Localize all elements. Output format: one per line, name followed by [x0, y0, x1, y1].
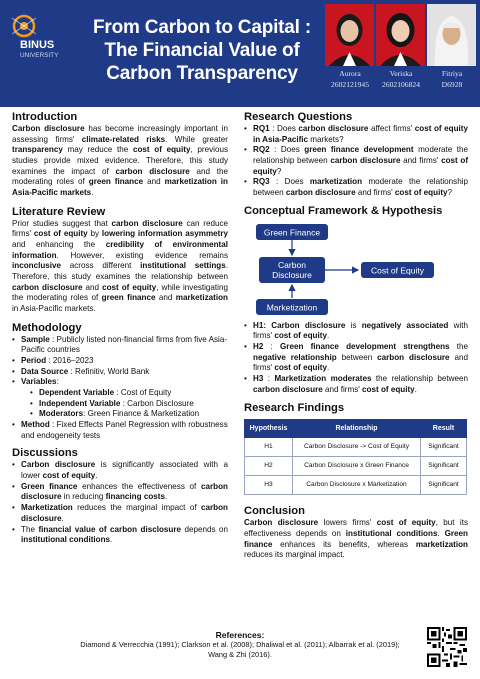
table-row [245, 438, 467, 457]
column-header: Result [421, 420, 467, 438]
list-item: • RQ1 : Does carbon disclosure affect firms' cost of equity in Asia-Pacific markets? [244, 124, 468, 145]
conceptual-framework-diagram [244, 222, 468, 318]
poster-title [82, 16, 322, 85]
references-heading: References: [215, 630, 265, 640]
marketization-label: Marketization [266, 302, 318, 313]
list-item: • Moderators: Green Finance & Marketization [21, 409, 228, 420]
list-item: • Period : 2016–2023 [12, 356, 228, 367]
header-banner [0, 0, 480, 107]
list-item: • The financial value of carbon disclosure depends on institutional conditions. [12, 525, 228, 546]
table-cell: Significant [421, 476, 467, 495]
table-cell: H1 [245, 438, 293, 457]
list-item: • H2 : Green finance development strengthens the negative relationship between carbon disclosure and firms' cost of equity. [244, 342, 468, 374]
list-item: • H1: Carbon disclosure is negatively associated with firms' cost of equity. [244, 321, 468, 342]
conclusion-heading: Conclusion [244, 505, 305, 518]
discussions-heading: Discussions [12, 447, 78, 460]
list-item: • Carbon disclosure is significantly associated with a lower cost of equity. [12, 460, 228, 481]
references-line-2: Wang & Zhi (2016). [208, 650, 272, 659]
right-column [244, 110, 468, 561]
qr-code [427, 627, 467, 667]
table-cell: Carbon Disclosure x Green Finance [293, 457, 421, 476]
author-name: Fitriya [441, 69, 463, 78]
list-item: • Independent Variable : Carbon Disclosure [21, 399, 228, 410]
binus-logo [6, 6, 78, 60]
list-item: • H3 : Marketization moderates the relationship between carbon disclosure and firms' cost of equity. [244, 374, 468, 395]
author-name: Aurora [339, 69, 361, 78]
table-cell: Significant [421, 457, 467, 476]
carbon-disclosure-label-2: Disclosure [272, 269, 312, 280]
list-item: • Method : Fixed Effects Panel Regression with robustness and endogeneity tests [12, 420, 228, 441]
carbon-disclosure-label-1: Carbon [278, 259, 306, 270]
list-item: • Marketization reduces the marginal impact of carbon disclosure. [12, 503, 228, 524]
logo-subtext: UNIVERSITY [20, 52, 59, 59]
variables-sublist [21, 388, 228, 420]
literature-review-text: Prior studies suggest that carbon disclosure can reduce firms' cost of equity by lowering information asymmetry and enhancing the credibility of environmental information. However, existing evidence remains inconclusive across different institutional settings. Therefore, this study examines the relationship between carbon disclosure and cost of equity, while investigating the moderating roles of green finance and marketization in Asia-Pacific markets. [12, 218, 229, 314]
references-section [0, 630, 480, 660]
column-header: Hypothesis [245, 420, 293, 438]
author-caption-veriska [375, 68, 427, 90]
left-column [12, 110, 228, 546]
research-findings-heading: Research Findings [244, 402, 345, 415]
methodology-heading: Methodology [12, 321, 82, 334]
table-cell: H2 [245, 457, 293, 476]
findings-table [244, 419, 467, 495]
table-cell: Significant [421, 438, 467, 457]
references-line-1: Diamond & Verrecchia (1991); Clarkson et al. (2008); Dhaliwal et al. (2011); Albarrak et al. (2019); [80, 640, 400, 649]
author-photo-veriska [376, 4, 425, 66]
author-name: Veriska [389, 69, 413, 78]
list-item: • Variables: • Dependent Variable : Cost of Equity • Independent Variable : Carbon Disclosure • Moderators: Green Finance & Marketization [12, 377, 228, 420]
author-caption-fitriya [426, 68, 478, 90]
literature-review-heading: Literature Review [12, 205, 106, 218]
list-item: • Data Source : Refinitiv, World Bank [12, 367, 228, 378]
table-cell: H3 [245, 476, 293, 495]
author-photo-aurora [325, 4, 374, 66]
methodology-list [12, 335, 228, 442]
author-id: D6928 [441, 80, 463, 89]
cost-of-equity-label: Cost of Equity [371, 265, 424, 276]
green-finance-label: Green Finance [263, 227, 321, 238]
conclusion-text: Carbon disclosure lowers firms' cost of equity, but its effectiveness depends on institutional conditions. Green finance enhances its benefits, whereas marketization reduces its marginal impact. [244, 518, 468, 560]
research-questions-heading: Research Questions [244, 111, 353, 123]
table-row [245, 457, 467, 476]
introduction-heading: Introduction [12, 111, 78, 123]
list-item: • RQ3 : Does marketization moderate the relationship between carbon disclosure and firms' cost of equity? [244, 177, 468, 198]
framework-heading: Conceptual Framework & Hypothesis [244, 204, 443, 217]
title-line-1: From Carbon to Capital : [93, 17, 311, 38]
author-caption-aurora [324, 68, 376, 90]
list-item: • RQ2 : Does green finance development moderate the relationship between carbon disclosure and firms' cost of equity? [244, 145, 468, 177]
author-id: 2602106824 [382, 80, 420, 89]
introduction-text: Carbon disclosure has become increasingly important in assessing firms' climate-related risks. While greater transparency may reduce the cost of equity, previous studies provide mixed evidence. Therefore, this study examines the impact of carbon disclosure and the moderating roles of green finance and marketization in Asia-Pacific markets. [12, 124, 228, 198]
table-header-row [245, 420, 467, 438]
list-item: • Dependent Variable : Cost of Equity [21, 388, 228, 399]
list-item: • Green finance enhances the effectiveness of carbon disclosure in reducing financing costs. [12, 482, 228, 503]
title-line-3: Carbon Transparency [106, 63, 298, 84]
poster-body [0, 108, 480, 679]
logo-text: BINUS [20, 39, 55, 51]
author-id: 2602121945 [331, 80, 369, 89]
table-row [245, 476, 467, 495]
table-cell: Carbon Disclosure -> Cost of Equity [293, 438, 421, 457]
discussions-list [12, 460, 228, 545]
title-line-2: The Financial Value of [104, 40, 300, 61]
hypotheses-list [244, 321, 468, 396]
author-photo-fitriya [427, 4, 476, 66]
table-cell: Carbon Disclosure x Marketization [293, 476, 421, 495]
column-header: Relationship [293, 420, 421, 438]
research-questions-list [244, 124, 468, 199]
list-item: • Sample : Publicly listed non-financial firms from five Asia-Pacific countries [12, 335, 228, 356]
